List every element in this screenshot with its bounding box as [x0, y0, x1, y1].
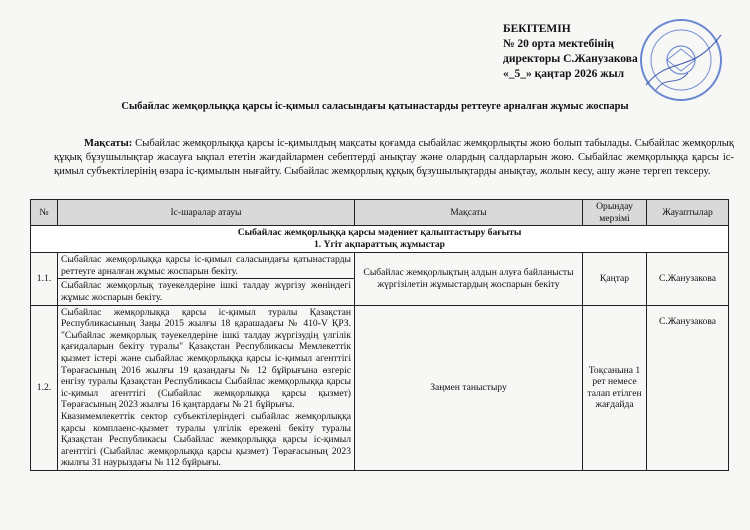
row-event-text: Сыбайлас жемқорлыққа қарсы іс-қимыл туралы Қазақстан Республикасының Заңы 2015 жылғы 18 қарашадағы № 410-V ҚРЗ. "Сыбайлас жемқорлық тәуекелдеріне ішкі талдау жүргізудің үлгілік қағидаларын бекіту туралы" Қазақстан Республикасы Мемлекеттік қызмет істері және сыбайлас жемқорлыққа қарсы іс-қимыл агенттігі Төрағасының 2016 жылғы 19 қазандағы № 12 бұйрығына өзгеріс енгізу туралы Қазақстан Республикасы Сыбайлас жемқорлыққа қарсы іс-қимыл агенттігі (Сыбайлас жемқорлыққа қарсы қызмет) Төрағасының 2023 жылғы 16 қаңтардағы № 21 бұйрығы. — [61, 306, 351, 411]
section-row — [31, 226, 729, 253]
row-goal: Сыбайлас жемқорлықтың алдын алуға байланысты жүргізілетін жұмыстардың жоспарын бекіту — [355, 253, 583, 305]
table-header-row — [31, 200, 729, 226]
row-event — [58, 305, 355, 470]
row-number: 1.1. — [31, 253, 58, 305]
approval-date: «_5_» қаңтар 2026 жыл — [503, 68, 625, 80]
page-title: Сыбайлас жемқорлыққа қарсы іс-қимыл саласындағы қатынастарды реттеуге арналған жұмыс жоспары — [121, 101, 629, 112]
row-term: Тоқсанына 1 рет немесе талап етілген жағдайда — [583, 305, 647, 470]
table-row — [31, 305, 729, 470]
row-responsible: С.Жанузакова — [647, 305, 729, 470]
row-term: Қаңтар — [583, 253, 647, 305]
goal-paragraph — [54, 137, 734, 179]
goal-text: Сыбайлас жемқорлыққа қарсы іс-қимылдың мақсаты қоғамда сыбайлас жемқорлықты жою болып табылады. Сыбайлас жемқорлық құқық бұзушылықтар жасауға ықпал ететін жағдайлармен себептерді анықтау және олардың салдарларын жою. Сыбайлас жемқорлыққа қарсы іс-қимыл субъектілерінің өзара іс-қимылын нығайту. Сыбайлас жемқорлық құқық бұзушылықтарды анықтау, жолын кесу, ашу және тергеп тексеру. — [54, 138, 734, 177]
row-event: Сыбайлас жемқорлық тәуекелдеріне ішкі талдау жүргізу жөніндегі жұмыс жоспарын бекіту. — [58, 279, 355, 305]
header-num: № — [31, 200, 58, 226]
header-responsible: Жауаптылар — [647, 200, 729, 226]
stamp-icon — [636, 15, 726, 105]
plan-table — [30, 199, 729, 471]
row-number: 1.2. — [31, 305, 58, 470]
approval-school: № 20 орта мектебінің — [503, 38, 614, 50]
header-goal: Мақсаты — [355, 200, 583, 226]
header-event: Іс-шаралар атауы — [58, 200, 355, 226]
row-goal: Заңмен таныстыру — [355, 305, 583, 470]
approval-director: директоры С.Жанузакова — [503, 53, 638, 65]
goal-label: Мақсаты: — [84, 138, 133, 149]
subsection-title: 1. Үгіт ақпараттық жұмыстар — [313, 239, 446, 251]
approval-title: БЕКІТЕМІН — [503, 23, 571, 35]
row-event-text: Квазимемлекеттік сектор субъектілеріндегі сыбайлас жемқорлыққа қарсы комплаенс-қызмет туралы үлгілік ережені бекіту туралы Қазақстан Республикасы Сыбайлас жемқорлыққа қарсы іс-қимыл агенттігі (Сыбайлас жемқорлыққа қарсы қызмет) Төрағасының 2023 жылғы 31 наурыздағы № 112 бұйрығы. — [61, 410, 351, 469]
row-responsible: С.Жанузакова — [647, 253, 729, 305]
header-term: Орындау мерзімі — [583, 200, 647, 226]
section-title: Сыбайлас жемқорлыққа қарсы мәдениет қалыптастыру бағыты — [237, 227, 522, 239]
approval-block — [503, 22, 638, 82]
table-row — [31, 253, 729, 279]
row-event: Сыбайлас жемқорлыққа қарсы іс-қимыл саласындағы қатынастарды реттеуге арналған жұмыс жоспарын бекіту. — [58, 253, 355, 279]
